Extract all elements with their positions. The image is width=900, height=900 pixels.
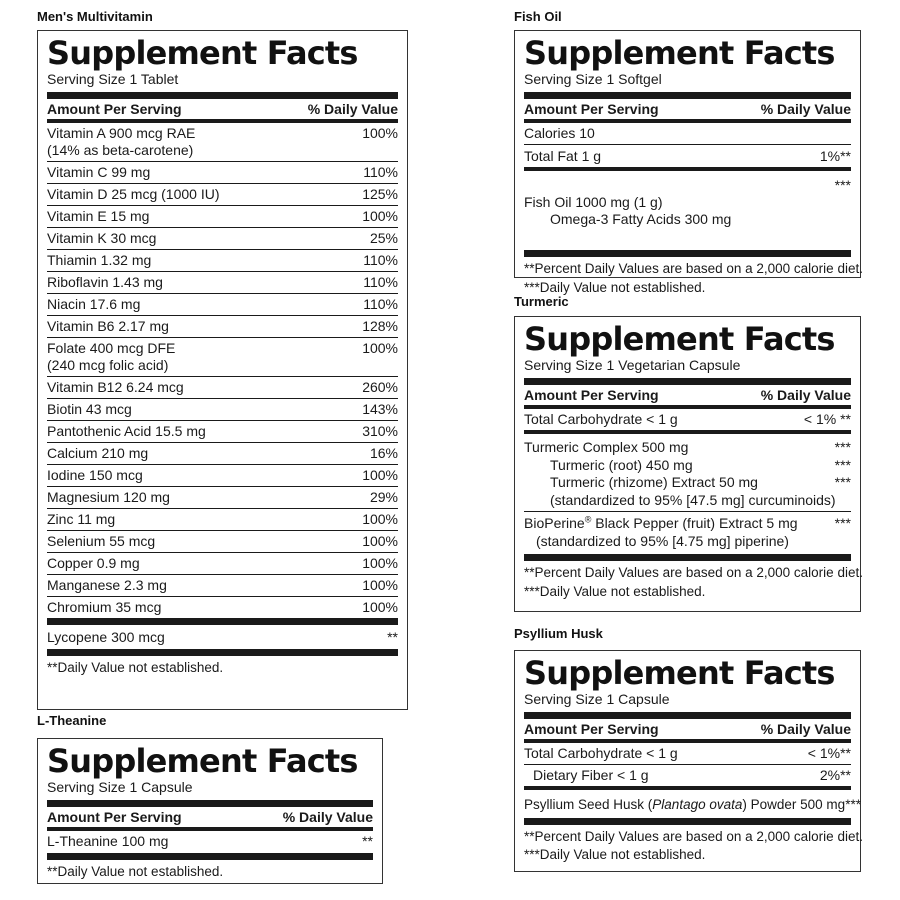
nutrient-row-l-theanine — [47, 831, 373, 852]
nutrient-name: Vitamin B12 6.24 mcg — [47, 379, 184, 395]
nutrient-row — [47, 272, 398, 293]
fish-oil-amount: Fish Oil 1000 mg (1 g) — [524, 194, 663, 210]
nutrient-row — [47, 509, 398, 530]
nutrient-row — [47, 531, 398, 552]
amount-header: Amount Per Serving — [47, 809, 182, 825]
nutrient-dv: 100% — [362, 599, 398, 615]
turmeric-root-dv: *** — [834, 456, 851, 473]
nutrient-dv: 100% — [362, 533, 398, 549]
turmeric-complex-row — [524, 439, 851, 457]
nutrient-row — [47, 399, 398, 420]
nutrient-dv: 25% — [369, 230, 398, 246]
nutrient-list — [47, 123, 398, 618]
nutrient-name: Calcium 210 mg — [47, 445, 149, 461]
nutrient-dv: 128% — [362, 318, 398, 334]
nutrient-row — [47, 465, 398, 486]
nutrient-dv: 310% — [362, 423, 398, 439]
nutrient-name: Folate 400 mcg DFE (240 mcg folic acid) — [47, 340, 176, 373]
nutrient-row-lycopene — [47, 625, 398, 648]
nutrient-name: Vitamin A 900 mcg RAE (14% as beta-carotene) — [47, 125, 196, 158]
nutrient-dv: 100% — [362, 511, 398, 527]
nutrient-dv: < 1% ** — [803, 411, 851, 427]
panel-heading: Supplement Facts — [47, 742, 358, 780]
column-header — [47, 99, 398, 119]
nutrient-dv: 16% — [369, 445, 398, 461]
nutrient-dv: 110% — [363, 274, 398, 290]
thick-divider — [524, 818, 851, 825]
serving-size: Serving Size 1 Capsule — [47, 779, 193, 795]
nutrient-row — [47, 250, 398, 271]
nutrient-dv: 1%** — [819, 148, 851, 164]
nutrient-row-total-carbohydrate — [524, 409, 851, 430]
turmeric-complex-block — [524, 434, 851, 509]
nutrient-row-total-carbohydrate — [524, 743, 851, 764]
nutrient-dv: 110% — [363, 296, 398, 312]
bioperine-dv: *** — [834, 515, 851, 531]
nutrient-name — [524, 177, 731, 245]
nutrient-row — [47, 162, 398, 183]
nutrient-dv: 100% — [362, 577, 398, 593]
panel-heading: Supplement Facts — [47, 34, 358, 72]
column-header — [524, 99, 851, 119]
nutrient-row — [47, 228, 398, 249]
nutrient-row — [47, 377, 398, 398]
daily-value-header: % Daily Value — [307, 101, 398, 117]
nutrient-name — [524, 796, 845, 813]
serving-size: Serving Size 1 Vegetarian Capsule — [524, 357, 741, 373]
nutrient-row — [47, 184, 398, 205]
supplement-facts-panel-turmeric — [514, 316, 861, 612]
bioperine-name — [524, 515, 798, 533]
nutrient-name: Dietary Fiber < 1 g — [533, 767, 649, 783]
nutrient-dv: 110% — [363, 164, 398, 180]
registered-mark: ® — [584, 514, 592, 525]
nutrient-name: Zinc 11 mg — [47, 511, 116, 527]
nutrient-row — [47, 421, 398, 442]
thick-divider — [524, 554, 851, 561]
nutrient-row-calories — [524, 123, 851, 144]
nutrient-row-dietary-fiber — [524, 765, 851, 786]
nutrient-dv: < 1%** — [807, 745, 851, 761]
nutrient-name: Riboflavin 1.43 mg — [47, 274, 163, 290]
nutrient-dv: 100% — [362, 125, 398, 141]
supplement-facts-panel-psyllium-husk — [514, 650, 861, 872]
latin-name: Plantago ovata — [652, 797, 743, 812]
footnote-dv-not-established: ***Daily Value not established. — [524, 584, 706, 599]
serving-size: Serving Size 1 Tablet — [47, 71, 179, 87]
nutrient-dv: 100% — [362, 467, 398, 483]
supplement-facts-panel-l-theanine — [37, 738, 383, 884]
column-header — [47, 807, 373, 827]
amount-header: Amount Per Serving — [524, 387, 659, 403]
thick-divider — [524, 712, 851, 719]
seed-husk-pre: Psyllium Seed Husk ( — [524, 797, 653, 812]
nutrient-dv: ** — [362, 833, 373, 849]
column-header — [524, 385, 851, 405]
footnote-percent-dv: **Percent Daily Values are based on a 2,000 calorie diet. — [524, 565, 863, 580]
nutrient-name: Vitamin D 25 mcg (1000 IU) — [47, 186, 220, 202]
footnote-dv-not-established: ***Daily Value not established. — [524, 847, 706, 862]
daily-value-header: % Daily Value — [282, 809, 373, 825]
bioperine-row — [524, 515, 851, 533]
product-title-fish-oil: Fish Oil — [514, 9, 562, 24]
footnote-dv-not-established: ***Daily Value not established. — [524, 280, 706, 295]
amount-header: Amount Per Serving — [524, 721, 659, 737]
nutrient-row — [47, 487, 398, 508]
nutrient-dv: 2%** — [819, 767, 851, 783]
nutrient-name: Vitamin K 30 mcg — [47, 230, 157, 246]
nutrient-row — [47, 123, 398, 161]
product-title-l-theanine: L-Theanine — [37, 713, 107, 728]
panel-heading: Supplement Facts — [524, 654, 835, 692]
nutrient-dv: *** — [845, 797, 861, 812]
nutrient-name: Niacin 17.6 mg — [47, 296, 141, 312]
footnote-percent-dv: **Percent Daily Values are based on a 2,000 calorie diet. — [524, 829, 863, 844]
product-title-psyllium-husk: Psyllium Husk — [514, 626, 603, 641]
thick-divider — [47, 853, 373, 860]
nutrient-name: Biotin 43 mcg — [47, 401, 132, 417]
daily-value-header: % Daily Value — [760, 101, 851, 117]
column-header — [524, 719, 851, 739]
nutrient-dv: 110% — [363, 252, 398, 268]
turmeric-complex-name: Turmeric Complex 500 mg — [524, 439, 689, 455]
nutrient-name: Lycopene 300 mcg — [47, 629, 165, 645]
thick-divider — [524, 92, 851, 99]
turmeric-root-row — [524, 457, 851, 475]
turmeric-root-name: Turmeric (root) 450 mg — [550, 456, 693, 473]
supplement-facts-panel-fish-oil — [514, 30, 863, 295]
nutrient-row — [47, 575, 398, 596]
nutrient-row-fish-oil — [524, 171, 851, 247]
nutrient-name: L-Theanine 100 mg — [47, 833, 169, 849]
bioperine-rest: Black Pepper (fruit) Extract 5 mg — [591, 515, 798, 531]
omega-3-amount: Omega-3 Fatty Acids 300 mg — [550, 211, 732, 227]
daily-value-header: % Daily Value — [760, 721, 851, 737]
nutrient-name: Selenium 55 mcg — [47, 533, 156, 549]
product-title-mens-multivitamin: Men's Multivitamin — [37, 9, 153, 24]
nutrient-dv: ** — [387, 629, 398, 645]
nutrient-row — [47, 597, 398, 618]
nutrient-dv: 125% — [362, 186, 398, 202]
serving-size: Serving Size 1 Softgel — [524, 71, 662, 87]
footnote-percent-dv: **Percent Daily Values are based on a 2,000 calorie diet. — [524, 261, 863, 276]
piperine-standardization: (standardized to 95% [4.75 mg] piperine) — [536, 532, 789, 549]
nutrient-dv: 143% — [362, 401, 398, 417]
bioperine-brand: BioPerine — [524, 515, 585, 531]
nutrient-name: Thiamin 1.32 mg — [47, 252, 152, 268]
turmeric-rhizome-dv: *** — [834, 474, 851, 490]
product-title-turmeric: Turmeric — [514, 294, 569, 309]
nutrient-dv: 260% — [362, 379, 398, 395]
nutrient-name: Pantothenic Acid 15.5 mg — [47, 423, 206, 439]
nutrient-name: Vitamin E 15 mg — [47, 208, 150, 224]
nutrient-name: Total Fat 1 g — [524, 148, 602, 164]
nutrient-row — [47, 316, 398, 337]
nutrient-row — [47, 553, 398, 574]
turmeric-rhizome-row — [524, 474, 851, 492]
thick-divider — [524, 378, 851, 385]
nutrient-name: Total Carbohydrate < 1 g — [524, 411, 678, 427]
amount-header: Amount Per Serving — [47, 101, 182, 117]
nutrient-name: Magnesium 120 mg — [47, 489, 170, 505]
footnote: **Daily Value not established. — [47, 864, 224, 879]
nutrient-dv: 29% — [369, 489, 398, 505]
nutrient-dv: 100% — [362, 555, 398, 571]
seed-husk-post: ) Powder 500 mg — [742, 797, 846, 812]
panel-heading: Supplement Facts — [524, 320, 835, 358]
thick-divider — [47, 649, 398, 656]
nutrient-name: Total Carbohydrate < 1 g — [524, 745, 678, 761]
nutrient-dv: 100% — [362, 340, 398, 356]
nutrient-name: Iodine 150 mcg — [47, 467, 143, 483]
supplement-facts-panel-mens-multivitamin — [37, 30, 408, 710]
nutrient-name: Vitamin B6 2.17 mg — [47, 318, 169, 334]
nutrient-name: Vitamin C 99 mg — [47, 164, 151, 180]
nutrient-row — [47, 338, 398, 376]
nutrient-row-total-fat — [524, 145, 851, 167]
nutrient-row-psyllium-seed-husk — [524, 790, 861, 815]
nutrient-row — [47, 206, 398, 227]
thick-divider — [524, 250, 851, 257]
serving-size: Serving Size 1 Capsule — [524, 691, 670, 707]
nutrient-name: Calories 10 — [524, 125, 595, 141]
thick-divider — [47, 618, 398, 625]
curcuminoids-standardization: (standardized to 95% [47.5 mg] curcuminoids) — [550, 491, 836, 508]
thick-divider — [47, 800, 373, 807]
turmeric-complex-dv: *** — [834, 439, 851, 455]
amount-header: Amount Per Serving — [524, 101, 659, 117]
nutrient-dv: 100% — [362, 208, 398, 224]
nutrient-name: Manganese 2.3 mg — [47, 577, 167, 593]
nutrient-dv: *** — [834, 177, 851, 193]
turmeric-rhizome-name: Turmeric (rhizome) Extract 50 mg — [550, 474, 758, 490]
nutrient-row — [47, 294, 398, 315]
thick-divider — [47, 92, 398, 99]
nutrient-row — [47, 443, 398, 464]
daily-value-header: % Daily Value — [760, 387, 851, 403]
panel-heading: Supplement Facts — [524, 34, 835, 72]
nutrient-name: Chromium 35 mcg — [47, 599, 162, 615]
bioperine-block — [524, 512, 851, 550]
footnote: **Daily Value not established. — [47, 660, 224, 675]
nutrient-name: Copper 0.9 mg — [47, 555, 140, 571]
